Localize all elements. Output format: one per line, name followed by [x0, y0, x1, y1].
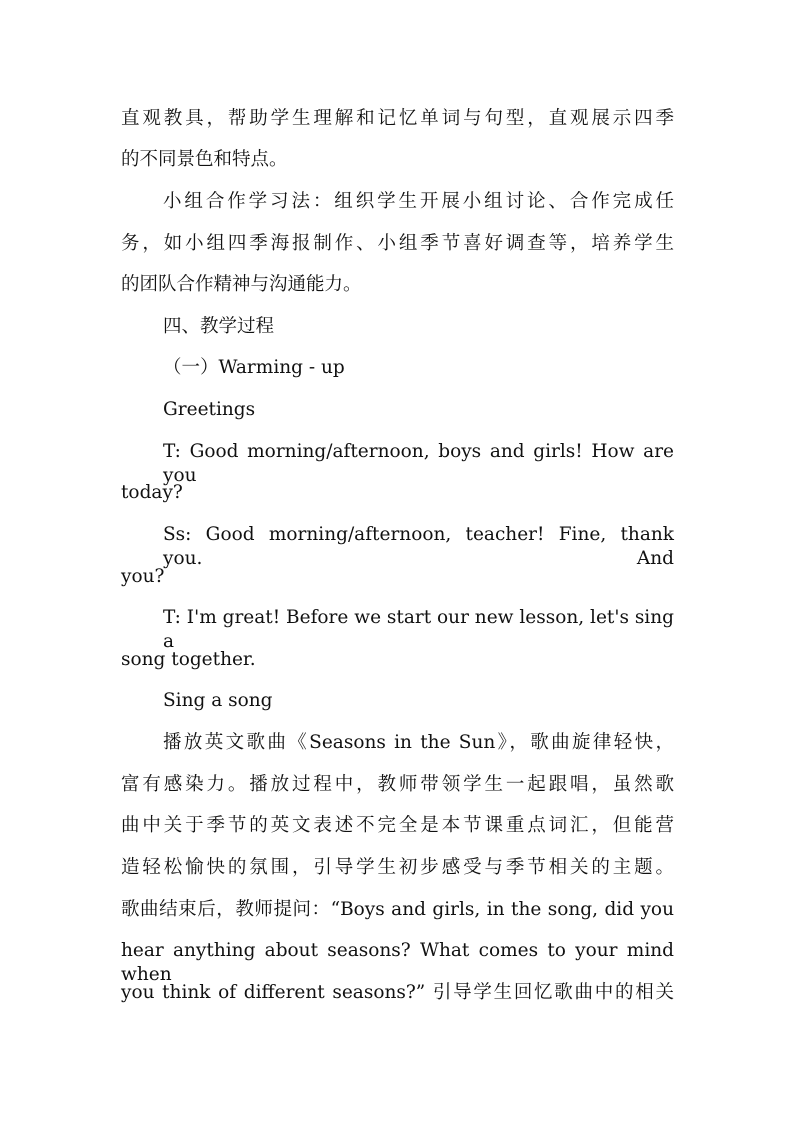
text-line: 小组合作学习法：组织学生开展小组讨论、合作完成任: [163, 191, 674, 212]
text-line: you think of different seasons?” 引导学生回忆歌曲中的相关: [121, 982, 674, 1003]
text-line: 的不同景色和特点。: [121, 149, 288, 170]
text-line: Sing a song: [163, 690, 273, 711]
text-line: T: Good morning/afternoon, boys and girls! How are you: [163, 441, 674, 486]
text-line: 造轻松愉快的氛围，引导学生初步感受与季节相关的主题。: [121, 857, 674, 878]
text-line: you?: [121, 566, 165, 587]
text-line: 务，如小组四季海报制作、小组季节喜好调查等，培养学生: [121, 233, 674, 254]
text-line: 直观教具，帮助学生理解和记忆单词与句型，直观展示四季: [121, 108, 674, 129]
text-line: 播放英文歌曲《Seasons in the Sun》，歌曲旋律轻快，: [163, 732, 674, 753]
text-line: 的团队合作精神与沟通能力。: [121, 274, 362, 295]
text-line: 曲中关于季节的英文表述不完全是本节课重点词汇，但能营: [121, 815, 674, 836]
text-line: T: I'm great! Before we start our new lesson, let's sing a: [163, 607, 674, 652]
text-line: today?: [121, 482, 183, 503]
text-line: hear anything about seasons? What comes to your mind when: [121, 940, 674, 985]
text-line: 富有感染力。播放过程中，教师带领学生一起跟唱，虽然歌: [121, 774, 674, 795]
text-line: song together.: [121, 649, 256, 670]
text-line: Ss: Good morning/afternoon, teacher! Fine, thank you. And: [163, 524, 674, 569]
text-line: Greetings: [163, 399, 256, 420]
subsection-heading: （一）Warming - up: [163, 357, 345, 378]
section-heading: 四、教学过程: [163, 316, 275, 337]
text-line: 歌曲结束后，教师提问：“Boys and girls, in the song, did you: [121, 899, 674, 920]
